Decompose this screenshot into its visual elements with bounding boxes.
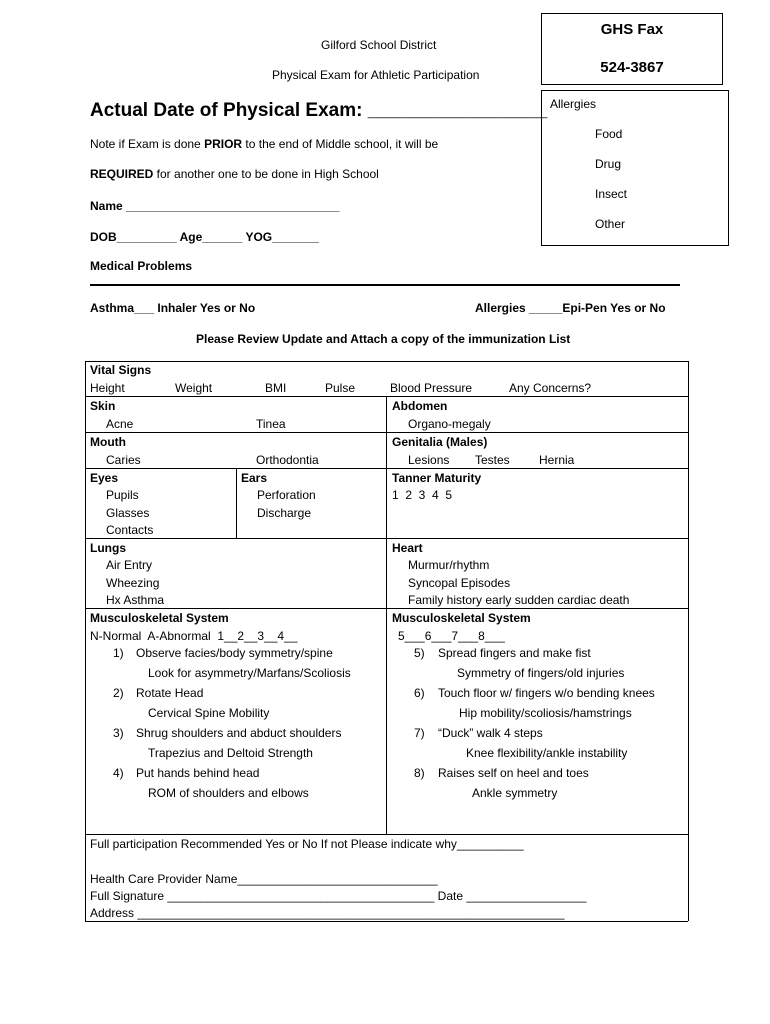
mouth-orthodontia[interactable]: Orthodontia: [256, 453, 319, 467]
mouth-caries[interactable]: Caries: [106, 453, 141, 467]
lungs-title: Lungs: [90, 541, 126, 555]
msk-step-number: 4): [113, 766, 124, 780]
msk-step-text: “Duck” walk 4 steps: [438, 726, 543, 740]
address-field[interactable]: Address ________________________________________________________________: [90, 906, 565, 920]
eyes-glasses[interactable]: Glasses: [106, 506, 150, 520]
msk-step-text: Raises self on heel and toes: [438, 766, 589, 780]
vital-blood-pressure[interactable]: Blood Pressure: [390, 381, 473, 395]
note-line-2: [90, 167, 379, 181]
table-border-bottom: [85, 921, 688, 922]
msk-step-subtext: Symmetry of fingers/old injuries: [457, 666, 625, 680]
medical-problems-rule: [90, 284, 680, 286]
fax-number: 524-3867: [600, 59, 664, 76]
genitalia-testes[interactable]: Testes: [475, 453, 510, 467]
participation-field[interactable]: Full participation Recommended Yes or No If not Please indicate why__________: [90, 837, 524, 851]
table-border-right: [688, 361, 689, 921]
asthma-field[interactable]: Asthma___ Inhaler Yes or No: [90, 301, 256, 315]
district-name: Gilford School District: [321, 38, 437, 52]
vital-weight[interactable]: Weight: [175, 381, 213, 395]
skin-acne[interactable]: Acne: [106, 417, 134, 431]
exam-date-label[interactable]: Actual Date of Physical Exam: _________________: [90, 100, 548, 121]
heart-syncopal[interactable]: Syncopal Episodes: [408, 576, 511, 590]
note-line-1: [90, 137, 438, 151]
name-field[interactable]: Name ________________________________: [90, 199, 340, 213]
allergy-insect: Insect: [595, 187, 628, 201]
msk-step-text: Touch floor w/ fingers w/o bending knees: [438, 686, 655, 700]
dob-age-yog-field[interactable]: DOB_________ Age______ YOG_______: [90, 230, 319, 244]
msk-left-scale[interactable]: N-Normal A-Abnormal 1__2__3__4__: [90, 629, 298, 643]
signature-date-field[interactable]: Full Signature ________________________________________ Date __________________: [90, 889, 587, 903]
allergies-box-title: Allergies: [550, 97, 597, 111]
skin-tinea[interactable]: Tinea: [256, 417, 286, 431]
note-text-1: Note if Exam is done: [90, 137, 205, 151]
allergy-food: Food: [595, 127, 623, 141]
msk-step-number: 7): [414, 726, 425, 740]
fax-label: GHS Fax: [600, 21, 664, 38]
table-border-left: [85, 361, 86, 921]
msk-step-text: Shrug shoulders and abduct shoulders: [136, 726, 342, 740]
msk-right-title: Musculoskeletal System: [392, 611, 531, 625]
msk-step-text: Rotate Head: [136, 686, 204, 700]
note-prior: PRIOR: [204, 137, 243, 151]
tanner-title: Tanner Maturity: [392, 471, 482, 485]
msk-step-number: 5): [414, 646, 425, 660]
msk-step-number: 8): [414, 766, 425, 780]
msk-step-subtext: Cervical Spine Mobility: [148, 706, 270, 720]
column-divider: [386, 396, 387, 834]
note-text-3: for another one to be done in High School: [153, 167, 379, 181]
ears-perforation[interactable]: Perforation: [257, 488, 316, 502]
vital-bmi[interactable]: BMI: [265, 381, 287, 395]
vital-pulse[interactable]: Pulse: [325, 381, 356, 395]
genitalia-hernia[interactable]: Hernia: [539, 453, 575, 467]
ears-title: Ears: [241, 471, 268, 485]
lungs-wheezing[interactable]: Wheezing: [106, 576, 160, 590]
mouth-title: Mouth: [90, 435, 126, 449]
lungs-air-entry[interactable]: Air Entry: [106, 558, 153, 572]
table-border-top: [85, 361, 688, 362]
fax-box: [541, 13, 723, 85]
msk-step-number: 1): [113, 646, 124, 660]
allergies-epipen-field[interactable]: Allergies _____Epi-Pen Yes or No: [475, 301, 666, 315]
vital-height[interactable]: Height: [90, 381, 125, 395]
msk-step-subtext: Ankle symmetry: [472, 786, 558, 800]
heart-family-history[interactable]: Family history early sudden cardiac death: [408, 593, 630, 607]
lungs-hx-asthma[interactable]: Hx Asthma: [106, 593, 165, 607]
allergy-drug: Drug: [595, 157, 622, 171]
form-title: Physical Exam for Athletic Participation: [272, 68, 480, 82]
row-divider: [85, 834, 688, 835]
note-required: REQUIRED: [90, 167, 154, 181]
allergies-box: [541, 90, 729, 246]
skin-title: Skin: [90, 399, 116, 413]
msk-step-number: 6): [414, 686, 425, 700]
msk-step-subtext: Hip mobility/scoliosis/hamstrings: [459, 706, 632, 720]
msk-step-subtext: ROM of shoulders and elbows: [148, 786, 309, 800]
provider-name-field[interactable]: Health Care Provider Name______________________________: [90, 872, 438, 886]
ears-discharge[interactable]: Discharge: [257, 506, 312, 520]
vital-signs-title: Vital Signs: [90, 363, 152, 377]
msk-step-subtext: Trapezius and Deltoid Strength: [148, 746, 313, 760]
msk-step-number: 3): [113, 726, 124, 740]
allergy-other: Other: [595, 217, 626, 231]
abdomen-organomegaly[interactable]: Organo-megaly: [408, 417, 491, 431]
msk-left-title: Musculoskeletal System: [90, 611, 229, 625]
heart-murmur[interactable]: Murmur/rhythm: [408, 558, 490, 572]
column-divider: [236, 468, 237, 538]
abdomen-title: Abdomen: [392, 399, 448, 413]
msk-step-subtext: Look for asymmetry/Marfans/Scoliosis: [148, 666, 351, 680]
note-text-2: to the end of Middle school, it will be: [242, 137, 439, 151]
eyes-title: Eyes: [90, 471, 119, 485]
immunization-note: Please Review Update and Attach a copy of the immunization List: [196, 332, 571, 346]
msk-right-scale[interactable]: 5___6___7___8___: [398, 629, 505, 643]
msk-step-text: Spread fingers and make fist: [438, 646, 591, 660]
tanner-scale[interactable]: 1 2 3 4 5: [392, 488, 453, 502]
eyes-contacts[interactable]: Contacts: [106, 523, 154, 537]
heart-title: Heart: [392, 541, 423, 555]
genitalia-title: Genitalia (Males): [392, 435, 488, 449]
msk-step-text: Observe facies/body symmetry/spine: [136, 646, 333, 660]
medical-problems-label: Medical Problems: [90, 259, 193, 273]
eyes-pupils[interactable]: Pupils: [106, 488, 139, 502]
msk-step-subtext: Knee flexibility/ankle instability: [466, 746, 628, 760]
msk-step-number: 2): [113, 686, 124, 700]
vital-concerns[interactable]: Any Concerns?: [509, 381, 592, 395]
genitalia-lesions[interactable]: Lesions: [408, 453, 450, 467]
msk-step-text: Put hands behind head: [136, 766, 260, 780]
